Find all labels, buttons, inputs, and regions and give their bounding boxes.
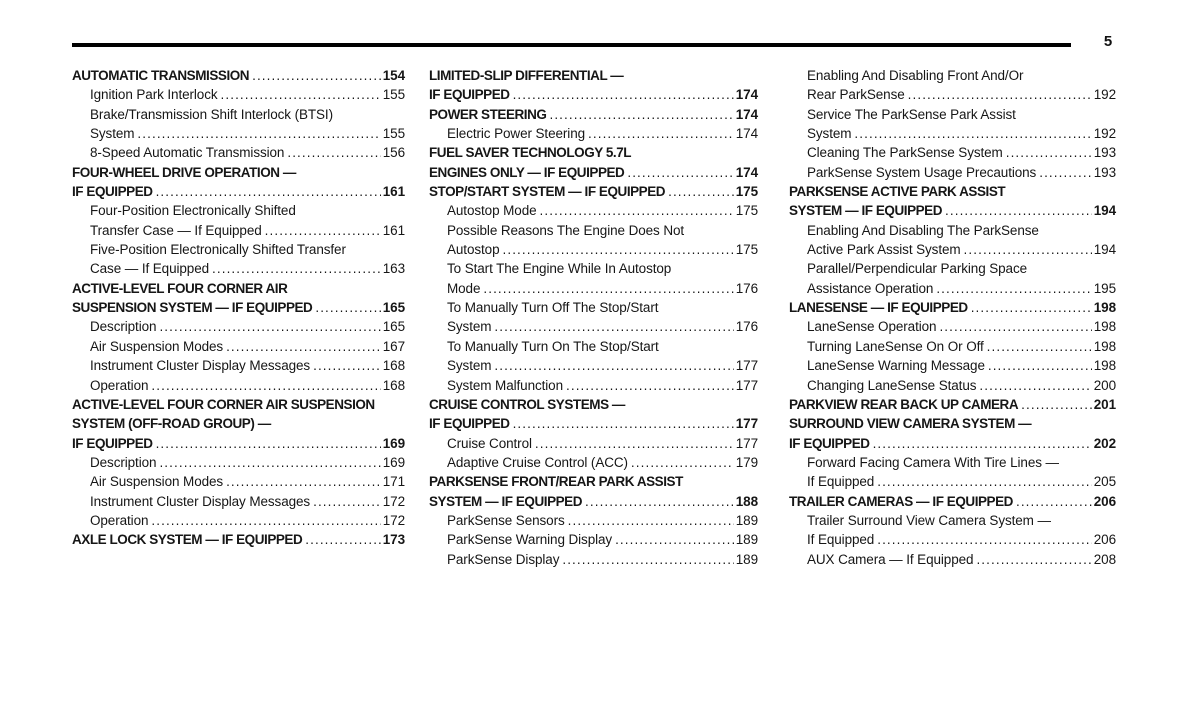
toc-entry xyxy=(789,201,1116,220)
toc-entry xyxy=(72,298,405,317)
dot-leader xyxy=(209,259,381,278)
dot-leader xyxy=(491,356,733,375)
dot-leader xyxy=(1013,492,1092,511)
dot-leader xyxy=(532,434,734,453)
toc-entry-label: SYSTEM — IF EQUIPPED xyxy=(429,493,583,509)
toc-entry-label: Mode xyxy=(447,280,481,296)
toc-entry xyxy=(429,511,758,530)
toc-entry-label: To Manually Turn On The Stop/Start xyxy=(447,338,659,354)
toc-entry-label: AUX Camera — If Equipped xyxy=(807,551,974,567)
toc-entry xyxy=(789,395,1116,414)
toc-entry-page: 175 xyxy=(735,184,758,200)
toc-entry-label: Description xyxy=(90,454,157,470)
toc-entry-page: 177 xyxy=(735,435,758,451)
toc-entry xyxy=(429,414,758,433)
dot-leader xyxy=(565,511,734,530)
toc-entry-page: 200 xyxy=(1093,377,1116,393)
toc-entry-page: 177 xyxy=(735,358,758,374)
toc-entry xyxy=(789,414,1116,433)
toc-entry-label: PARKSENSE FRONT/REAR PARK ASSIST xyxy=(429,474,683,490)
toc-entry-label: System xyxy=(807,126,852,142)
toc-entry xyxy=(429,279,758,298)
toc-entry-label: 8-Speed Automatic Transmission xyxy=(90,145,285,161)
dot-leader xyxy=(510,414,734,433)
toc-entry-label: LaneSense Operation xyxy=(807,319,937,335)
toc-entry xyxy=(429,201,758,220)
dot-leader xyxy=(851,124,1091,143)
toc-entry xyxy=(429,163,758,182)
toc-entry-page: 156 xyxy=(382,145,405,161)
toc-entry xyxy=(429,472,758,491)
toc-entry-page: 168 xyxy=(382,377,405,393)
toc-entry xyxy=(72,492,405,511)
toc-entry-label: POWER STEERING xyxy=(429,106,547,122)
toc-entry-label: Turning LaneSense On Or Off xyxy=(807,338,984,354)
toc-entry-page: 174 xyxy=(735,87,758,103)
toc-entry-page: 155 xyxy=(382,87,405,103)
toc-entry-label: PARKSENSE ACTIVE PARK ASSIST xyxy=(789,184,1006,200)
toc-entry-label: IF EQUIPPED xyxy=(789,435,870,451)
dot-leader xyxy=(500,240,734,259)
toc-entry-label: AXLE LOCK SYSTEM — IF EQUIPPED xyxy=(72,532,303,548)
dot-leader xyxy=(961,240,1092,259)
toc-entry-page: 174 xyxy=(735,126,758,142)
toc-entry-label: ParkSense Sensors xyxy=(447,512,565,528)
dot-leader xyxy=(1036,163,1092,182)
toc-column-3 xyxy=(789,66,1116,569)
dot-leader xyxy=(936,317,1091,336)
toc-entry-page: 163 xyxy=(382,261,405,277)
dot-leader xyxy=(156,317,380,336)
toc-entry-page: 198 xyxy=(1093,319,1116,335)
toc-entry-label: Brake/Transmission Shift Interlock (BTSI) xyxy=(90,106,333,122)
toc-entry xyxy=(72,337,405,356)
dot-leader xyxy=(153,434,381,453)
toc-entry xyxy=(789,356,1116,375)
dot-leader xyxy=(223,337,381,356)
dot-leader xyxy=(223,472,381,491)
toc-entry xyxy=(789,221,1116,240)
toc-entry-label: SYSTEM — IF EQUIPPED xyxy=(789,203,943,219)
toc-entry xyxy=(429,395,758,414)
toc-entry-label: IF EQUIPPED xyxy=(429,87,510,103)
toc-entry-label: Ignition Park Interlock xyxy=(90,87,218,103)
toc-entry-label: System xyxy=(90,126,135,142)
toc-column-2 xyxy=(429,66,758,569)
toc-entry xyxy=(72,163,405,182)
toc-entry xyxy=(789,279,1116,298)
dot-leader xyxy=(933,279,1091,298)
toc-entry-page: 154 xyxy=(382,68,405,83)
toc-entry xyxy=(72,511,405,530)
toc-entry xyxy=(72,317,405,336)
toc-entry xyxy=(789,337,1116,356)
toc-entry xyxy=(429,85,758,104)
toc-entry xyxy=(789,66,1116,85)
toc-entry-label: Transfer Case — If Equipped xyxy=(90,222,262,238)
toc-entry xyxy=(789,530,1116,549)
toc-entry-label: Electric Power Steering xyxy=(447,126,586,142)
toc-entry-page: 173 xyxy=(382,532,405,548)
toc-entry xyxy=(72,356,405,375)
toc-entry-label: Enabling And Disabling Front And/Or xyxy=(807,68,1024,83)
dot-leader xyxy=(284,143,380,162)
dot-leader xyxy=(985,356,1092,375)
toc-entry-label: Autostop Mode xyxy=(447,203,537,219)
toc-entry-page: 188 xyxy=(735,493,758,509)
toc-entry-label: ParkSense Display xyxy=(447,551,560,567)
toc-entry-label: Air Suspension Modes xyxy=(90,338,224,354)
toc-entry-label: Cleaning The ParkSense System xyxy=(807,145,1003,161)
toc-entry-label: System xyxy=(447,358,492,374)
toc-entry-page: 198 xyxy=(1093,300,1116,316)
dot-leader xyxy=(585,124,734,143)
toc-entry-page: 195 xyxy=(1093,280,1116,296)
toc-entry xyxy=(789,240,1116,259)
toc-entry-label: IF EQUIPPED xyxy=(429,416,510,432)
toc-entry-label: FOUR-WHEEL DRIVE OPERATION — xyxy=(72,164,296,180)
toc-entry-label: SURROUND VIEW CAMERA SYSTEM — xyxy=(789,416,1032,432)
toc-entry-label: Air Suspension Modes xyxy=(90,474,224,490)
toc-entry-label: FUEL SAVER TECHNOLOGY 5.7L xyxy=(429,145,632,161)
toc-entry-label: Instrument Cluster Display Messages xyxy=(90,493,311,509)
toc-entry xyxy=(429,298,758,317)
toc-entry-label: Instrument Cluster Display Messages xyxy=(90,358,311,374)
dot-leader xyxy=(148,376,380,395)
toc-entry xyxy=(72,182,405,201)
dot-leader xyxy=(874,472,1092,491)
toc-entry xyxy=(429,221,758,240)
toc-entry-page: 161 xyxy=(382,222,405,238)
toc-entry-page: 155 xyxy=(382,126,405,142)
dot-leader xyxy=(218,85,381,104)
toc-entry-label: Enabling And Disabling The ParkSense xyxy=(807,222,1039,238)
toc-entry-label: Operation xyxy=(90,512,149,528)
toc-entry-label: Rear ParkSense xyxy=(807,87,905,103)
dot-leader xyxy=(310,356,381,375)
toc-entry xyxy=(72,395,405,414)
toc-entry xyxy=(789,124,1116,143)
toc-entry-label: Operation xyxy=(90,377,149,393)
toc-entry xyxy=(429,124,758,143)
toc-entry xyxy=(72,105,405,124)
dot-leader xyxy=(156,453,380,472)
toc-entry xyxy=(72,434,405,453)
toc-entry xyxy=(72,259,405,278)
toc-entry xyxy=(789,298,1116,317)
toc-entry-label: Four-Position Electronically Shifted xyxy=(90,203,296,219)
toc-entry-page: 176 xyxy=(735,280,758,296)
toc-entry xyxy=(72,472,405,491)
dot-leader xyxy=(870,434,1092,453)
dot-leader xyxy=(874,530,1092,549)
toc-entry-page: 193 xyxy=(1093,164,1116,180)
toc-entry xyxy=(72,221,405,240)
toc-entry xyxy=(429,434,758,453)
toc-entry xyxy=(789,453,1116,472)
toc-entry-label: IF EQUIPPED xyxy=(72,435,153,451)
toc-entry xyxy=(429,182,758,201)
toc-entry xyxy=(789,434,1116,453)
toc-entry-page: 168 xyxy=(382,358,405,374)
toc-entry xyxy=(789,143,1116,162)
dot-leader xyxy=(984,337,1092,356)
dot-leader xyxy=(262,221,381,240)
toc-entry-page: 172 xyxy=(382,512,405,528)
dot-leader xyxy=(968,298,1092,317)
toc-entry xyxy=(789,317,1116,336)
toc-entry xyxy=(789,105,1116,124)
toc-entry xyxy=(789,511,1116,530)
dot-leader xyxy=(537,201,734,220)
toc-entry xyxy=(429,492,758,511)
toc-entry xyxy=(789,259,1116,278)
dot-leader xyxy=(134,124,380,143)
dot-leader xyxy=(559,550,733,569)
dot-leader xyxy=(665,182,734,201)
toc-entry xyxy=(72,143,405,162)
toc-entry-page: 194 xyxy=(1093,242,1116,258)
toc-entry-label: If Equipped xyxy=(807,532,875,548)
toc-entry xyxy=(429,240,758,259)
toc-entry xyxy=(72,279,405,298)
toc-entry-label: IF EQUIPPED xyxy=(72,184,153,200)
toc-entry-page: 198 xyxy=(1093,338,1116,354)
toc-entry-page: 189 xyxy=(735,532,758,548)
dot-leader xyxy=(546,105,733,124)
toc-column-1 xyxy=(72,66,405,550)
toc-entry-label: Trailer Surround View Camera System — xyxy=(807,512,1051,528)
dot-leader xyxy=(1018,395,1092,414)
dot-leader xyxy=(153,182,381,201)
page-number: 5 xyxy=(1103,33,1113,50)
toc-entry xyxy=(72,85,405,104)
toc-entry-label: Autostop xyxy=(447,242,500,258)
toc-entry xyxy=(429,356,758,375)
toc-entry-label: Adaptive Cruise Control (ACC) xyxy=(447,454,628,470)
dot-leader xyxy=(1003,143,1092,162)
dot-leader xyxy=(302,530,380,549)
toc-entry-label: SUSPENSION SYSTEM — IF EQUIPPED xyxy=(72,300,313,316)
toc-entry-page: 189 xyxy=(735,551,758,567)
toc-entry-page: 167 xyxy=(382,338,405,354)
dot-leader xyxy=(480,279,733,298)
toc-entry xyxy=(429,143,758,162)
toc-entry-page: 198 xyxy=(1093,358,1116,374)
toc-entry-label: STOP/START SYSTEM — IF EQUIPPED xyxy=(429,184,666,200)
toc-entry xyxy=(429,259,758,278)
toc-entry-label: TRAILER CAMERAS — IF EQUIPPED xyxy=(789,493,1013,509)
toc-entry xyxy=(789,550,1116,569)
dot-leader xyxy=(563,376,734,395)
toc-entry-page: 192 xyxy=(1093,126,1116,142)
toc-entry-label: PARKVIEW REAR BACK UP CAMERA xyxy=(789,396,1019,412)
toc-entry xyxy=(72,201,405,220)
dot-leader xyxy=(310,492,381,511)
toc-entry-label: LANESENSE — IF EQUIPPED xyxy=(789,300,968,316)
toc-entry xyxy=(72,453,405,472)
toc-entry-page: 205 xyxy=(1093,474,1116,490)
toc-entry xyxy=(429,337,758,356)
toc-entry-page: 193 xyxy=(1093,145,1116,161)
toc-entry-page: 208 xyxy=(1093,551,1116,567)
toc-entry-page: 172 xyxy=(382,493,405,509)
toc-entry-page: 176 xyxy=(735,319,758,335)
dot-leader xyxy=(148,511,380,530)
dot-leader xyxy=(976,376,1091,395)
toc-entry-page: 171 xyxy=(382,474,405,490)
toc-entry xyxy=(72,124,405,143)
toc-entry-page: 174 xyxy=(735,164,758,180)
toc-entry-label: ENGINES ONLY — IF EQUIPPED xyxy=(429,164,625,180)
dot-leader xyxy=(582,492,734,511)
toc-entry-page: 194 xyxy=(1093,203,1116,219)
dot-leader xyxy=(942,201,1092,220)
toc-entry-label: Five-Position Electronically Shifted Transfer xyxy=(90,242,346,258)
toc-entry-label: To Start The Engine While In Autostop xyxy=(447,261,672,277)
toc-entry-page: 177 xyxy=(735,416,758,432)
toc-entry xyxy=(72,240,405,259)
dot-leader xyxy=(312,298,380,317)
toc-entry-label: Parallel/Perpendicular Parking Space xyxy=(807,261,1028,277)
toc-entry-page: 189 xyxy=(735,512,758,528)
toc-entry-label: Case — If Equipped xyxy=(90,261,210,277)
toc-entry xyxy=(72,414,405,433)
toc-entry-label: ParkSense System Usage Precautions xyxy=(807,164,1037,180)
toc-entry-label: Assistance Operation xyxy=(807,280,934,296)
toc-entry-label: SYSTEM (OFF-ROAD GROUP) — xyxy=(72,416,271,432)
toc-entry-page: 165 xyxy=(382,300,405,316)
dot-leader xyxy=(510,85,734,104)
toc-entry xyxy=(789,182,1116,201)
toc-entry-page: 206 xyxy=(1093,493,1116,509)
toc-entry-page: 165 xyxy=(382,319,405,335)
toc-entry-label: Forward Facing Camera With Tire Lines — xyxy=(807,454,1059,470)
toc-entry xyxy=(429,66,758,85)
toc-entry-page: 192 xyxy=(1093,87,1116,103)
toc-entry xyxy=(72,66,405,85)
toc-entry-label: Changing LaneSense Status xyxy=(807,377,977,393)
toc-entry-page: 169 xyxy=(382,435,405,451)
dot-leader xyxy=(624,163,733,182)
toc-entry-label: LIMITED-SLIP DIFFERENTIAL — xyxy=(429,68,624,83)
toc-entry-label: Active Park Assist System xyxy=(807,242,961,258)
toc-entry-page: 174 xyxy=(735,106,758,122)
toc-entry-page: 175 xyxy=(735,242,758,258)
toc-entry xyxy=(72,376,405,395)
toc-entry xyxy=(429,453,758,472)
toc-entry-page: 161 xyxy=(382,184,405,200)
toc-entry-label: Description xyxy=(90,319,157,335)
toc-entry xyxy=(429,105,758,124)
toc-entry-label: If Equipped xyxy=(807,474,875,490)
toc-entry-label: Service The ParkSense Park Assist xyxy=(807,106,1016,122)
toc-entry-label: ParkSense Warning Display xyxy=(447,532,613,548)
toc-entry xyxy=(429,376,758,395)
toc-entry-label: CRUISE CONTROL SYSTEMS — xyxy=(429,396,625,412)
toc-entry-label: AUTOMATIC TRANSMISSION xyxy=(72,68,250,83)
toc-entry xyxy=(429,530,758,549)
toc-entry-label: System xyxy=(447,319,492,335)
toc-entry xyxy=(789,85,1116,104)
dot-leader xyxy=(491,317,733,336)
dot-leader xyxy=(612,530,734,549)
dot-leader xyxy=(249,66,381,85)
toc-entry xyxy=(789,376,1116,395)
toc-entry-page: 206 xyxy=(1093,532,1116,548)
toc-entry-page: 179 xyxy=(735,454,758,470)
toc-entry-label: ACTIVE-LEVEL FOUR CORNER AIR SUSPENSION xyxy=(72,396,375,412)
toc-entry-page: 201 xyxy=(1093,396,1116,412)
header-rule xyxy=(72,43,1071,47)
toc-entry-label: Possible Reasons The Engine Does Not xyxy=(447,222,685,238)
toc-entry-label: LaneSense Warning Message xyxy=(807,358,985,374)
toc-entry xyxy=(72,530,405,549)
toc-entry-page: 177 xyxy=(735,377,758,393)
dot-leader xyxy=(628,453,734,472)
toc-entry xyxy=(789,492,1116,511)
toc-entry xyxy=(789,163,1116,182)
toc-entry-page: 202 xyxy=(1093,435,1116,451)
toc-entry-page: 169 xyxy=(382,454,405,470)
toc-entry xyxy=(429,317,758,336)
toc-entry-label: ACTIVE-LEVEL FOUR CORNER AIR xyxy=(72,280,288,296)
toc-entry-label: To Manually Turn Off The Stop/Start xyxy=(447,300,659,316)
toc-entry-label: Cruise Control xyxy=(447,435,532,451)
dot-leader xyxy=(973,550,1091,569)
toc-entry-label: System Malfunction xyxy=(447,377,563,393)
toc-entry xyxy=(789,472,1116,491)
toc-entry xyxy=(429,550,758,569)
dot-leader xyxy=(905,85,1092,104)
toc-entry-page: 175 xyxy=(735,203,758,219)
